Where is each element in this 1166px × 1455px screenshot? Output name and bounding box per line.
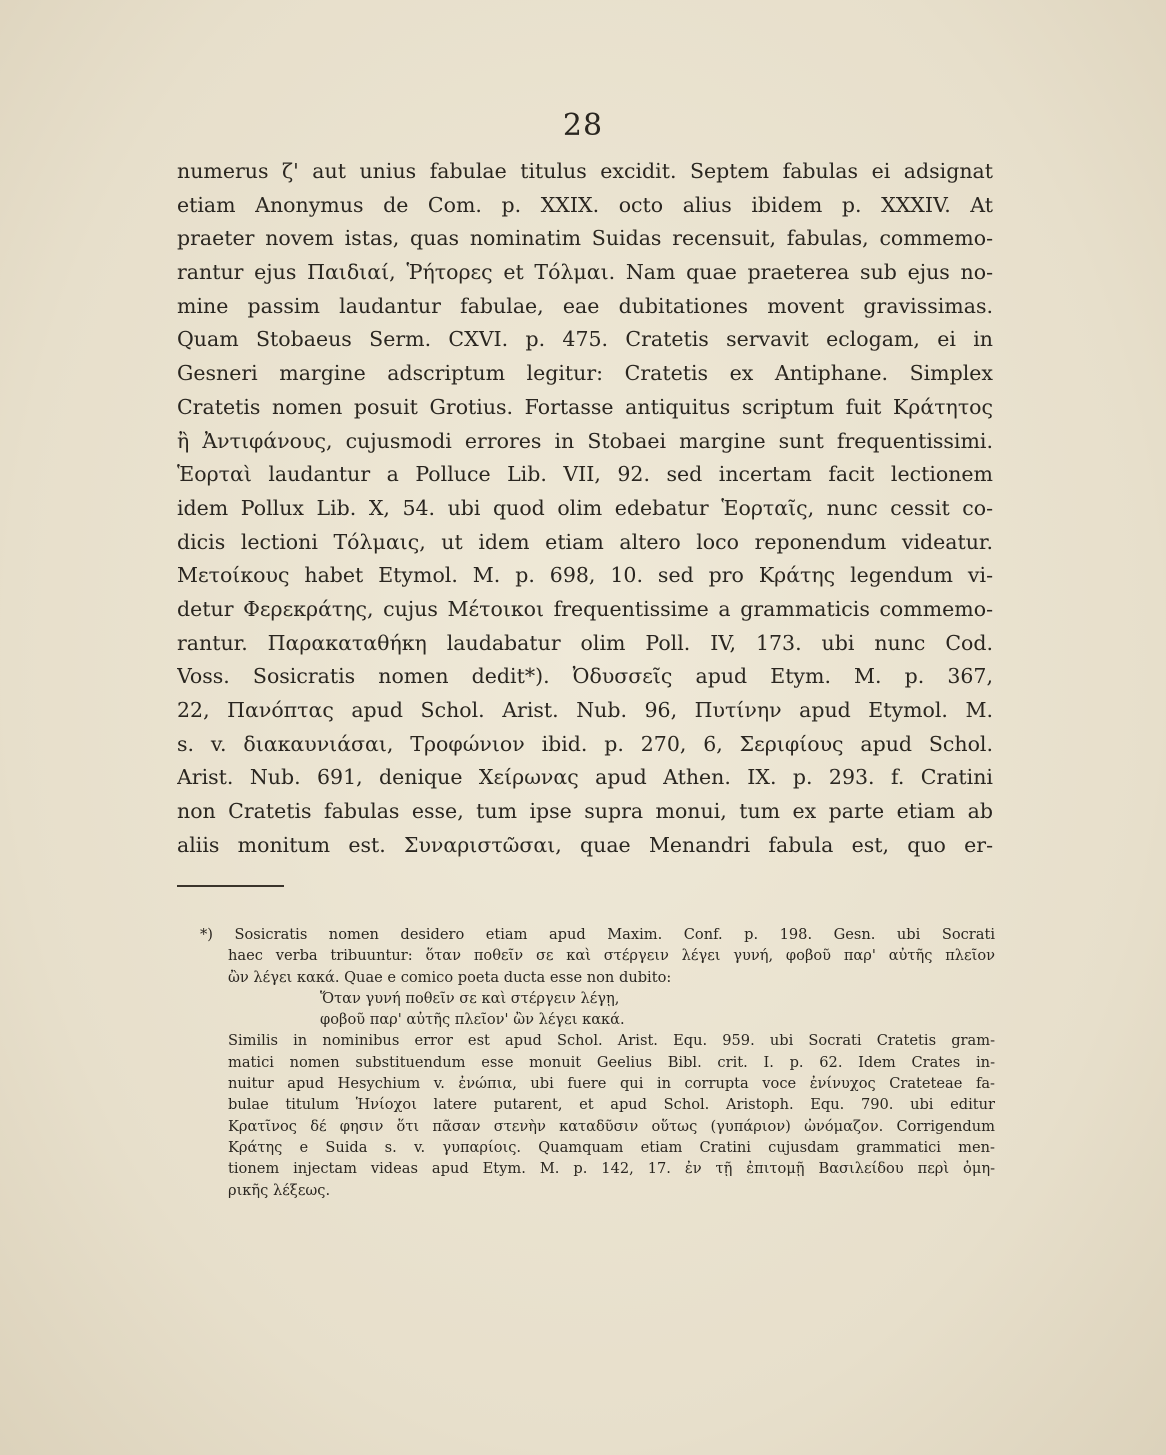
text-line: etiam Anonymus de Com. p. XXIX. octo alius ibidem p. XXXIV. At	[177, 192, 993, 217]
page-number: 28	[562, 108, 604, 143]
text-line: non Cratetis fabulas esse, tum ipse supra monui, tum ex parte etiam ab	[177, 799, 993, 824]
text-line: 22, Πανόπτας apud Schol. Arist. Nub. 96, Πυτίνην apud Etymol. M.	[177, 698, 993, 722]
text-line: Voss. Sosicratis nomen dedit*). Ὀδυσσεῖς apud Etym. M. p. 367,	[177, 664, 993, 689]
text-line: Quam Stobaeus Serm. CXVI. p. 475. Cratetis servavit eclogam, ei in	[177, 327, 993, 352]
text-line: praeter novem istas, quas nominatim Suidas recensuit, fabulas, commemo-	[177, 226, 993, 251]
text-line: rantur. Παρακαταθήκη laudabatur olim Poll. IV, 173. ubi nunc Cod.	[177, 630, 993, 655]
text-line: ἢ Ἀντιφάνους, cujusmodi errores in Stobaei margine sunt frequentissimi.	[177, 428, 993, 453]
footnote-line: matici nomen substituendum esse monuit Geelius Bibl. crit. I. p. 62. Idem Crates in-	[228, 1053, 995, 1071]
footnote-line: nuitur apud Hesychium v. ἐνώπια, ubi fuere qui in corrupta voce ἐνίνυχος Crateteae fa-	[228, 1075, 995, 1093]
footnote-line: Κρατῖνος δέ φησιν ὅτι πᾶσαν στενὴν καταδῦσιν οὕτως (γυπάριον) ὠνόμαζον. Corrigendum	[228, 1117, 995, 1135]
text-line: mine passim laudantur fabulae, eae dubitationes movent gravissimas.	[177, 293, 993, 318]
text-line: detur Φερεκράτης, cujus Μέτοικοι frequentissime a grammaticis commemo-	[177, 596, 993, 621]
footnote-verse: φοβοῦ παρ' αὐτῆς πλεῖον' ὢν λέγει κακά.	[320, 1011, 625, 1029]
text-line: idem Pollux Lib. X, 54. ubi quod olim edebatur Ἑορταῖς, nunc cessit co-	[177, 495, 993, 520]
footnote-line: Κράτης e Suida s. v. γυπαρίοις. Quamquam etiam Cratini cujusdam grammatici men-	[228, 1138, 995, 1156]
footnote-block	[200, 924, 995, 1201]
text-line: numerus ζ' aut unius fabulae titulus excidit. Septem fabulas ei adsignat	[177, 159, 993, 183]
footnote-line: ὢν λέγει κακά. Quae e comico poeta ducta esse non dubito:	[228, 968, 672, 986]
text-line: rantur ejus Παιδιαί, Ῥήτορες et Τόλμαι. Nam quae praeterea sub ejus no-	[177, 260, 993, 285]
text-line: Cratetis nomen posuit Grotius. Fortasse antiquitus scriptum fuit Κράτητος	[177, 394, 993, 419]
footnote-line: tionem injectam videas apud Etym. M. p. 142, 17. ἐν τῇ ἐπιτομῇ Βασιλείδου περὶ ὀμη-	[228, 1160, 995, 1178]
text-line: Arist. Nub. 691, denique Χείρωνας apud Athen. IX. p. 293. f. Cratini	[177, 765, 993, 790]
text-line: dicis lectioni Τόλμαις, ut idem etiam altero loco reponendum videatur.	[177, 529, 993, 554]
footnote-separator	[177, 885, 284, 887]
text-line: Ἑορταὶ laudantur a Polluce Lib. VII, 92. sed incertam facit lectionem	[177, 462, 993, 487]
footnote-line: *) Sosicratis nomen desidero etiam apud Maxim. Conf. p. 198. Gesn. ubi Socrati	[200, 926, 995, 943]
footnote-line: haec verba tribuuntur: ὅταν ποθεῖν σε καὶ στέργειν λέγει γυνή, φοβοῦ παρ' αὐτῆς πλεῖον	[228, 947, 995, 965]
footnote-line: ρικῆς λέξεως.	[228, 1181, 331, 1199]
footnote-line: Similis in nominibus error est apud Schol. Arist. Equ. 959. ubi Socrati Cratetis gram-	[228, 1032, 995, 1050]
text-line: Gesneri margine adscriptum legitur: Cratetis ex Antiphane. Simplex	[177, 361, 993, 386]
footnote-verse: Ὅταν γυνή ποθεῖν σε καὶ στέργειν λέγῃ,	[320, 989, 620, 1007]
main-text-block	[177, 155, 993, 862]
text-line: s. v. διακαυνιάσαι, Τροφώνιον ibid. p. 270, 6, Σεριφίους apud Schol.	[177, 731, 993, 756]
text-line: Μετοίκους habet Etymol. M. p. 698, 10. sed pro Κράτης legendum vi-	[177, 563, 993, 588]
text-line: aliis monitum est. Συναριστῶσαι, quae Menandri fabula est, quo er-	[177, 832, 993, 857]
footnote-line: bulae titulum Ἡνίοχοι latere putarent, et apud Schol. Aristoph. Equ. 790. ubi editur	[228, 1096, 995, 1114]
